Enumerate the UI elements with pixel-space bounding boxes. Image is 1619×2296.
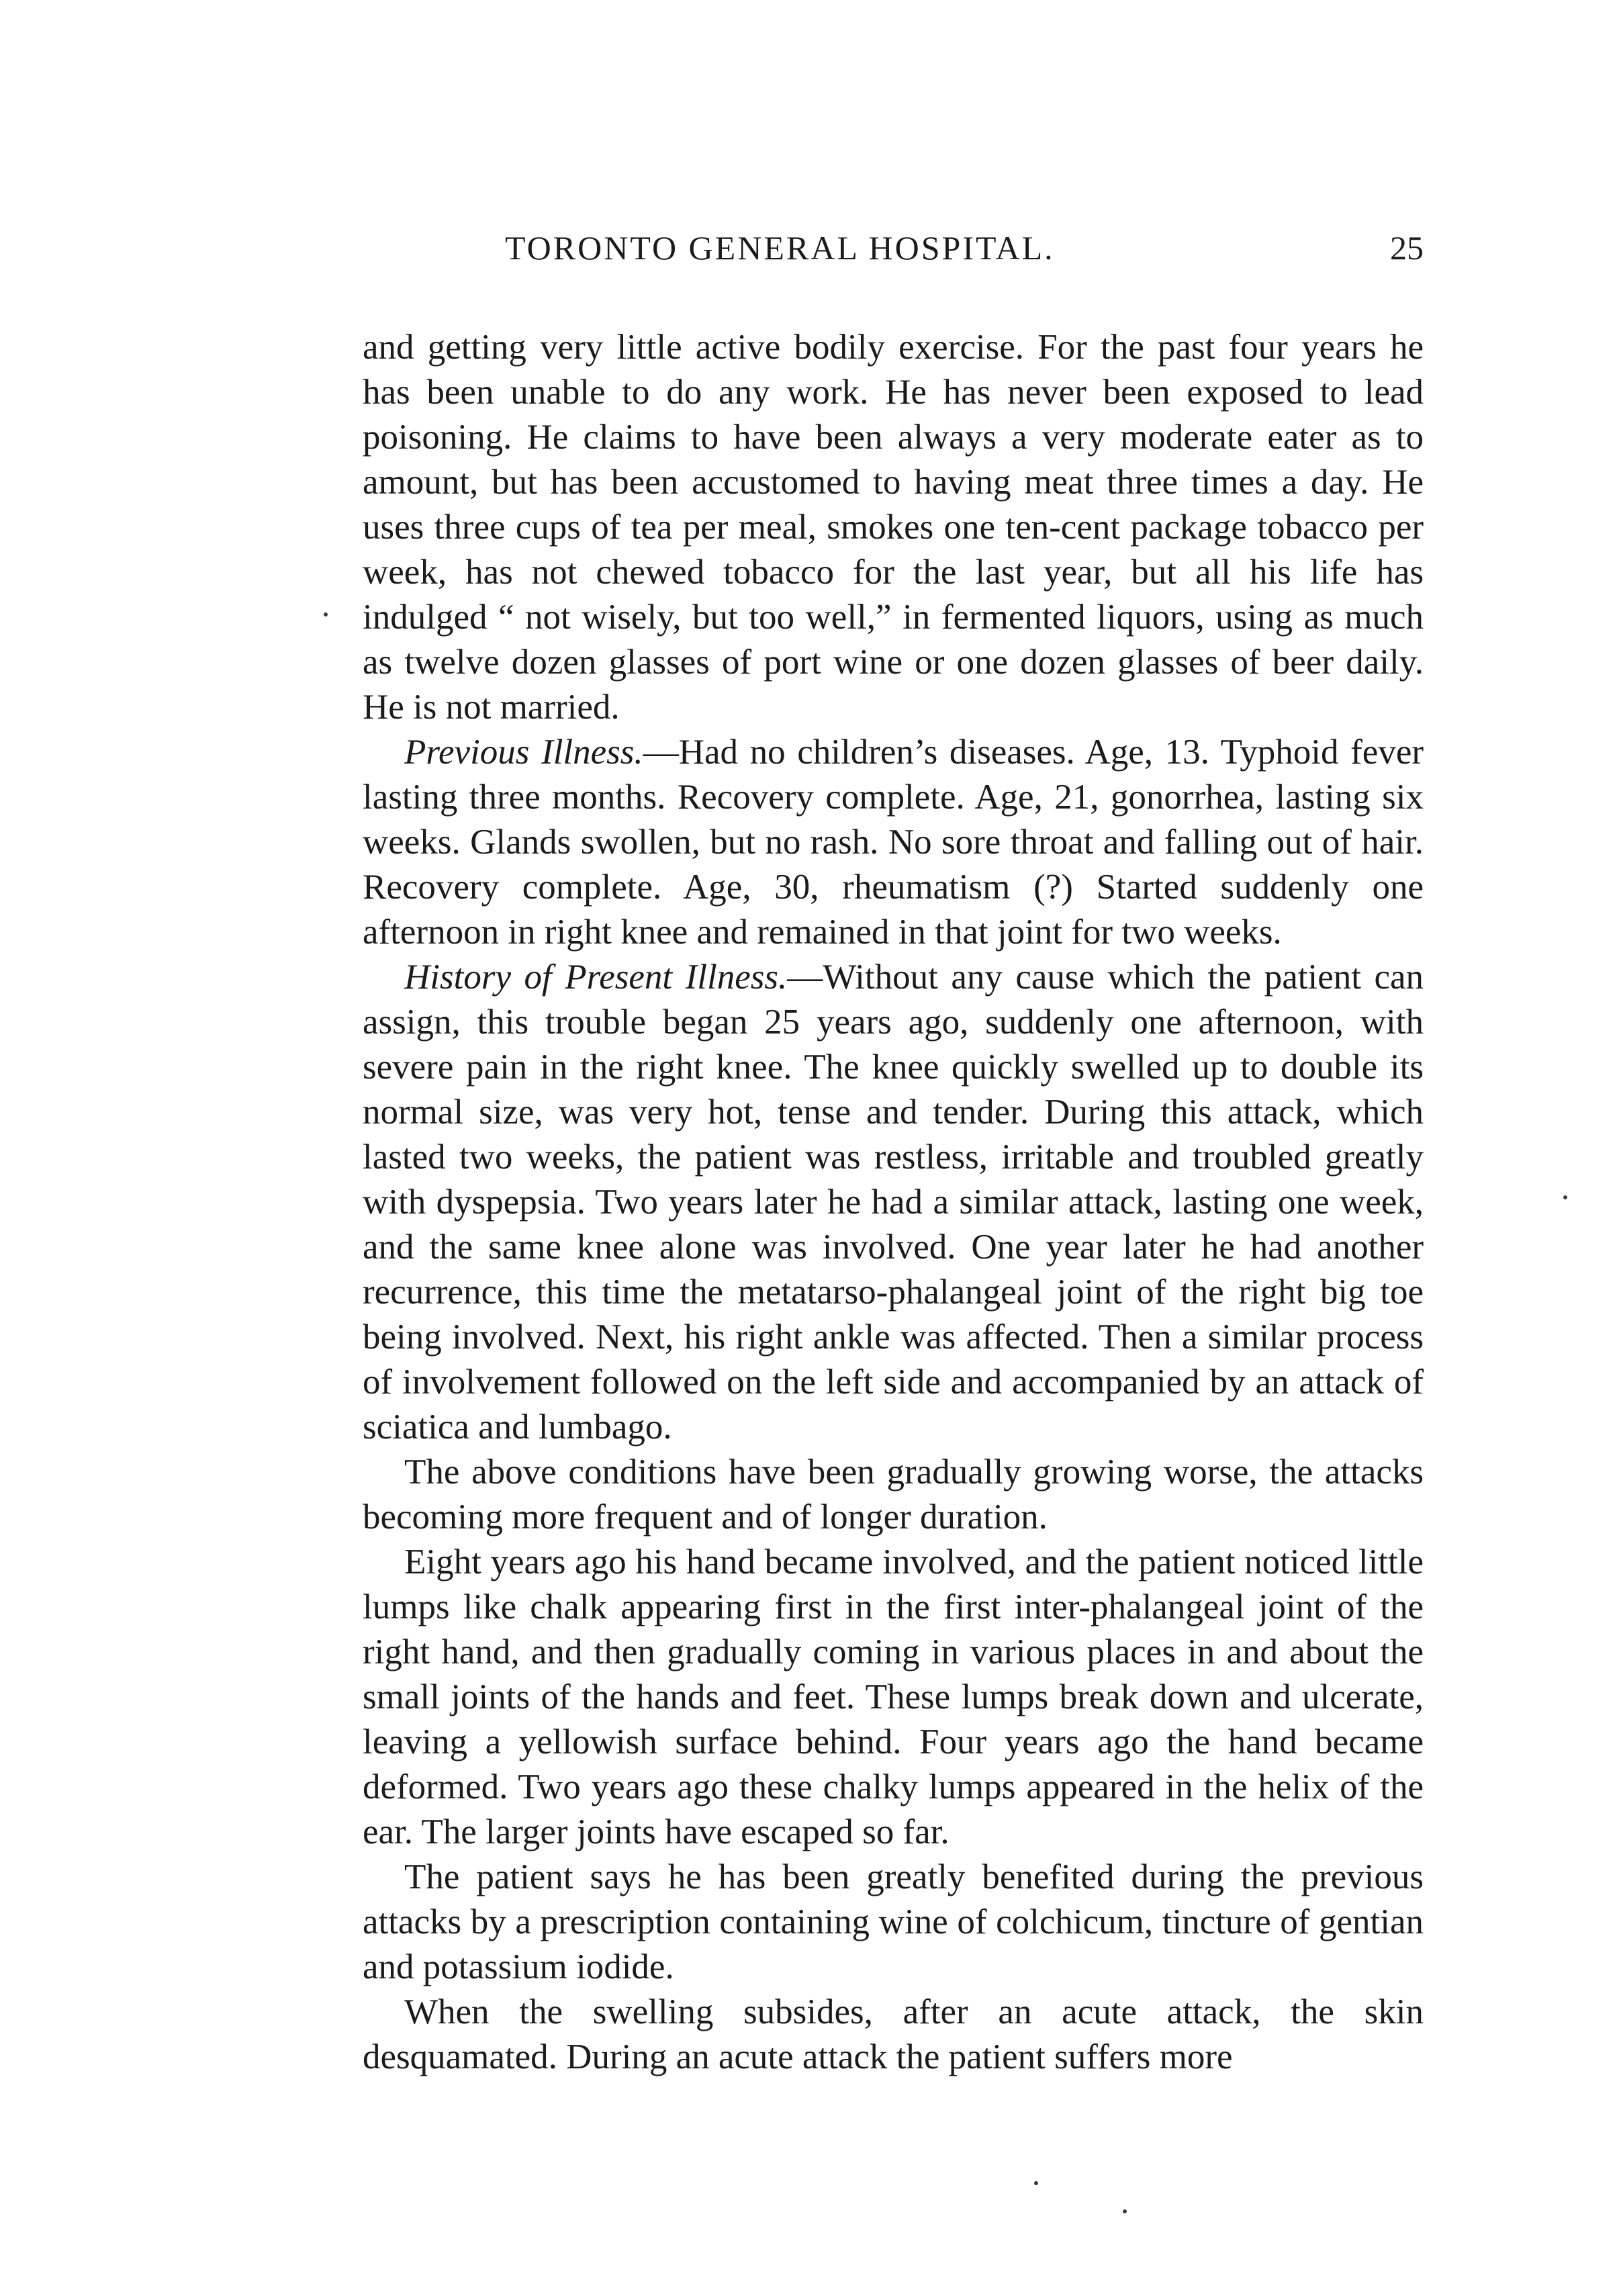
page-number: 25 (1390, 229, 1424, 267)
print-speck (324, 612, 328, 616)
paragraph-treatment (363, 1855, 1424, 1990)
paragraph-text: The above conditions have been gradually growing worse, the attacks becoming more frequent and of longer duration. (363, 1453, 1424, 1536)
running-head (363, 228, 1424, 282)
paragraph-text: Eight years ago his hand became involved, and the patient noticed little lumps like chalk appearing first in the first inter-phalangeal joint of the right hand, and then gradually coming in various places in and about the small joints of the hands and feet. These lumps break down and ulcerate, leaving a yellowish surface behind. Four years ago the hand became deformed. Two years ago these chalky lumps appeared in the helix of the ear. The larger joints have escaped so far. (363, 1543, 1424, 1851)
paragraph-text: —Without any cause which the patient can assign, this trouble began 25 years ago, suddenly one afternoon, with severe pain in the right knee. The knee quickly swelled up to double its normal size, was very hot, tense and tender. During this attack, which lasted two weeks, the patient was restless, irritable and troubled greatly with dyspepsia. Two years later he had a similar attack, lasting one week, and the same knee alone was involved. One year later he had another recurrence, this time the metatarso-phalangeal joint of the right big toe being involved. Next, his right ankle was affected. Then a similar process of involvement followed on the left side and accompanied by an attack of sciatica and lumbago. (363, 958, 1424, 1447)
paragraph-text: and getting very little active bodily exercise. For the past four years he has been unable to do any work. He has never been exposed to lead poisoning. He claims to have been always a very moderate eater as to amount, but has been accustomed to having meat three times a day. He uses three cups of tea per meal, smokes one ten-cent package tobacco per week, has not chewed tobacco for the last year, but all his life has indulged “ not wisely, but too well,” in fermented liquors, using as much as twelve dozen glasses of port wine or one dozen glasses of beer daily. He is not married. (363, 328, 1424, 727)
print-speck (1123, 2209, 1127, 2213)
paragraph-text: When the swelling subsides, after an acute attack, the skin desquamated. During an acute attack the patient suffers more (363, 1992, 1424, 2076)
paragraph-present-illness (363, 955, 1424, 1450)
subheading-present-illness: History of Present Illness. (404, 958, 788, 997)
print-speck (1034, 2181, 1038, 2185)
paragraph-progression (363, 1450, 1424, 1540)
paragraph-hand-involvement (363, 1540, 1424, 1855)
paragraph-habits (363, 325, 1424, 730)
paragraph-desquamation (363, 1990, 1424, 2080)
running-title: TORONTO GENERAL HOSPITAL. (505, 229, 1055, 267)
paragraph-previous-illness (363, 730, 1424, 955)
print-speck (1563, 1195, 1567, 1199)
paragraph-text: The patient says he has been greatly benefited during the previous attacks by a prescription containing wine of colchicum, tincture of gentian and potassium iodide. (363, 1857, 1424, 1986)
body-text (363, 325, 1424, 2080)
paragraph-text: —Had no children’s diseases. Age, 13. Typhoid fever lasting three months. Recovery complete. Age, 21, gonorrhea, lasting six weeks. Glands swollen, but no rash. No sore throat and falling out of hair. Recovery complete. Age, 30, rheumatism (?) Started suddenly one afternoon in right knee and remained in that joint for two weeks. (363, 733, 1424, 952)
subheading-previous-illness: Previous Illness. (404, 733, 643, 772)
